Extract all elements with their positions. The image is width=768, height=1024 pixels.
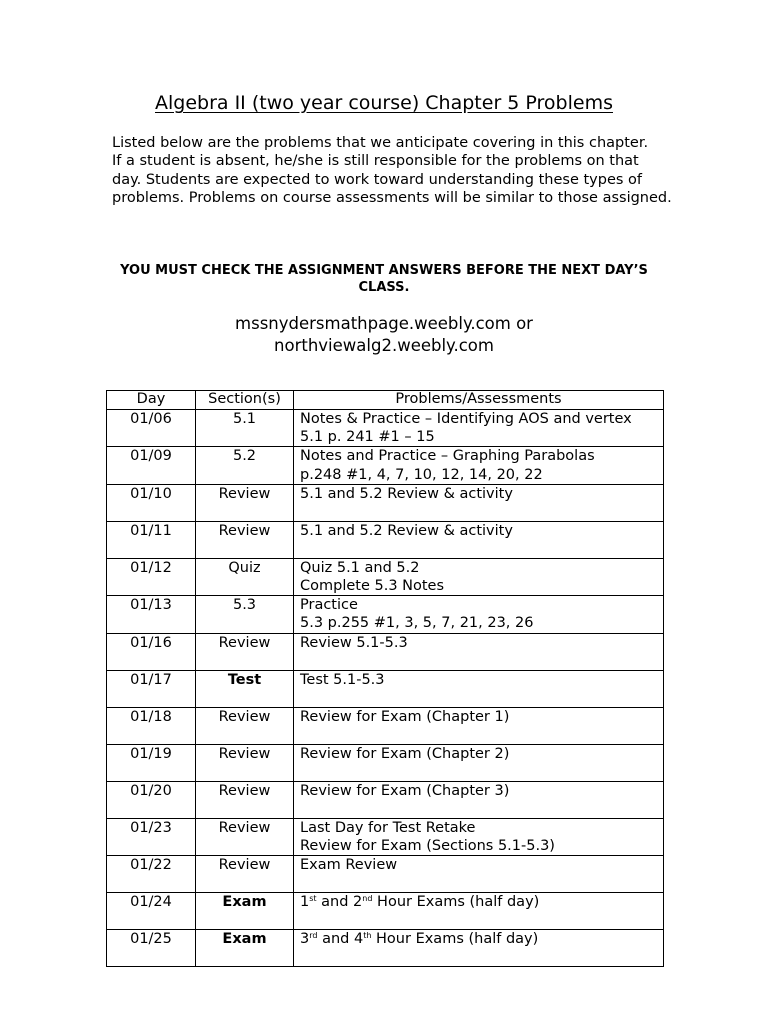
cell-problems — [294, 484, 664, 521]
problems-line-1 — [300, 893, 663, 911]
problems-text: 1 — [300, 894, 310, 911]
cell-section: 5.1 — [196, 410, 294, 447]
cell-day: 01/19 — [107, 744, 196, 781]
table-row — [107, 410, 664, 447]
problems-line-1 — [300, 930, 663, 948]
cell-day: 01/23 — [107, 818, 196, 855]
answer-check-notice: YOU MUST CHECK THE ASSIGNMENT ANSWERS BEFORE THE NEXT DAY’S CLASS. — [120, 263, 648, 295]
cell-day: 01/12 — [107, 558, 196, 595]
table-row — [107, 521, 664, 558]
problems-line-2: Complete 5.3 Notes — [300, 578, 445, 595]
problems-line-1: Review for Exam (Chapter 2) — [300, 745, 510, 762]
cell-problems — [294, 856, 664, 893]
cell-section: Review — [196, 818, 294, 855]
cell-day: 01/13 — [107, 596, 196, 633]
table-row — [107, 744, 664, 781]
problems-text: and 4 — [317, 931, 364, 948]
problems-line-1: Last Day for Test Retake — [300, 819, 476, 836]
cell-day: 01/22 — [107, 856, 196, 893]
problems-text: and 2 — [316, 894, 363, 911]
ordinal-suffix: st — [309, 894, 317, 904]
problems-line-1: Practice — [300, 597, 358, 614]
table-row — [107, 856, 664, 893]
cell-problems — [294, 818, 664, 855]
problems-line-1: 5.1 and 5.2 Review & activity — [300, 522, 513, 539]
cell-section: 5.2 — [196, 447, 294, 484]
table-row — [107, 930, 664, 967]
table-header-row — [107, 391, 664, 410]
schedule-body — [107, 410, 664, 967]
problems-line-1: 5.1 and 5.2 Review & activity — [300, 485, 513, 502]
website-link-1: mssnydersmathpage.weebly.com or — [235, 314, 533, 333]
cell-section: Quiz — [196, 558, 294, 595]
cell-problems — [294, 447, 664, 484]
intro-paragraph-1: Listed below are the problems that we anticipate covering in this chapter. — [112, 135, 649, 151]
cell-day: 01/20 — [107, 781, 196, 818]
cell-day: 01/25 — [107, 930, 196, 967]
cell-section: Review — [196, 707, 294, 744]
ordinal-suffix: th — [363, 931, 372, 941]
cell-day: 01/16 — [107, 633, 196, 670]
cell-section: Review — [196, 744, 294, 781]
problems-line-1: Exam Review — [300, 857, 398, 874]
ordinal-suffix: rd — [309, 931, 318, 941]
cell-problems — [294, 596, 664, 633]
problems-line-1: Notes and Practice – Graphing Parabolas — [300, 448, 595, 465]
cell-day: 01/09 — [107, 447, 196, 484]
header-section: Section(s) — [196, 391, 294, 410]
problems-line-1: Review for Exam (Chapter 3) — [300, 782, 510, 799]
cell-problems — [294, 930, 664, 967]
problems-text: Hour Exams (half day) — [371, 931, 539, 948]
problems-text: 3 — [300, 931, 310, 948]
table-row — [107, 633, 664, 670]
table-row — [107, 893, 664, 930]
table-row — [107, 484, 664, 521]
cell-section: 5.3 — [196, 596, 294, 633]
cell-problems — [294, 633, 664, 670]
cell-day: 01/06 — [107, 410, 196, 447]
intro-paragraph-2: If a student is absent, he/she is still responsible for the problems on that day. Students are expected to work toward understanding these types of problems. Problems on course assessments will be similar to those assigned. — [112, 153, 672, 207]
cell-section: Review — [196, 521, 294, 558]
website-links — [106, 313, 662, 357]
schedule-table — [106, 390, 664, 967]
header-problems: Problems/Assessments — [294, 391, 664, 410]
cell-section: Review — [196, 633, 294, 670]
page-title: Algebra II (two year course) Chapter 5 Problems — [155, 92, 613, 114]
problems-text: Hour Exams (half day) — [372, 894, 540, 911]
table-row — [107, 670, 664, 707]
cell-day: 01/24 — [107, 893, 196, 930]
cell-problems — [294, 410, 664, 447]
problems-line-1: Review 5.1-5.3 — [300, 634, 408, 651]
cell-problems — [294, 707, 664, 744]
cell-section: Test — [196, 670, 294, 707]
problems-line-1: Quiz 5.1 and 5.2 — [300, 559, 420, 576]
table-row — [107, 596, 664, 633]
cell-problems — [294, 893, 664, 930]
problems-line-2: p.248 #1, 4, 7, 10, 12, 14, 20, 22 — [300, 466, 543, 483]
cell-section: Exam — [196, 893, 294, 930]
cell-section: Review — [196, 856, 294, 893]
problems-line-1: Notes & Practice – Identifying AOS and vertex — [300, 411, 632, 427]
cell-section: Review — [196, 484, 294, 521]
problems-line-2: 5.3 p.255 #1, 3, 5, 7, 21, 23, 26 — [300, 615, 534, 632]
problems-line-2: 5.1 p. 241 #1 – 15 — [300, 429, 435, 446]
table-row — [107, 558, 664, 595]
cell-problems — [294, 670, 664, 707]
intro-text — [112, 134, 672, 208]
cell-problems — [294, 781, 664, 818]
cell-section: Exam — [196, 930, 294, 967]
table-row — [107, 781, 664, 818]
table-row — [107, 818, 664, 855]
table-row — [107, 447, 664, 484]
problems-line-1: Test 5.1-5.3 — [300, 671, 385, 688]
header-day: Day — [107, 391, 196, 410]
ordinal-suffix: nd — [362, 894, 373, 904]
cell-day: 01/17 — [107, 670, 196, 707]
cell-problems — [294, 521, 664, 558]
website-link-2: northviewalg2.weebly.com — [274, 336, 494, 355]
problems-line-2: Review for Exam (Sections 5.1-5.3) — [300, 837, 555, 854]
cell-section: Review — [196, 781, 294, 818]
cell-problems — [294, 744, 664, 781]
cell-problems — [294, 558, 664, 595]
cell-day: 01/11 — [107, 521, 196, 558]
cell-day: 01/18 — [107, 707, 196, 744]
problems-line-1: Review for Exam (Chapter 1) — [300, 708, 510, 725]
table-row — [107, 707, 664, 744]
cell-day: 01/10 — [107, 484, 196, 521]
